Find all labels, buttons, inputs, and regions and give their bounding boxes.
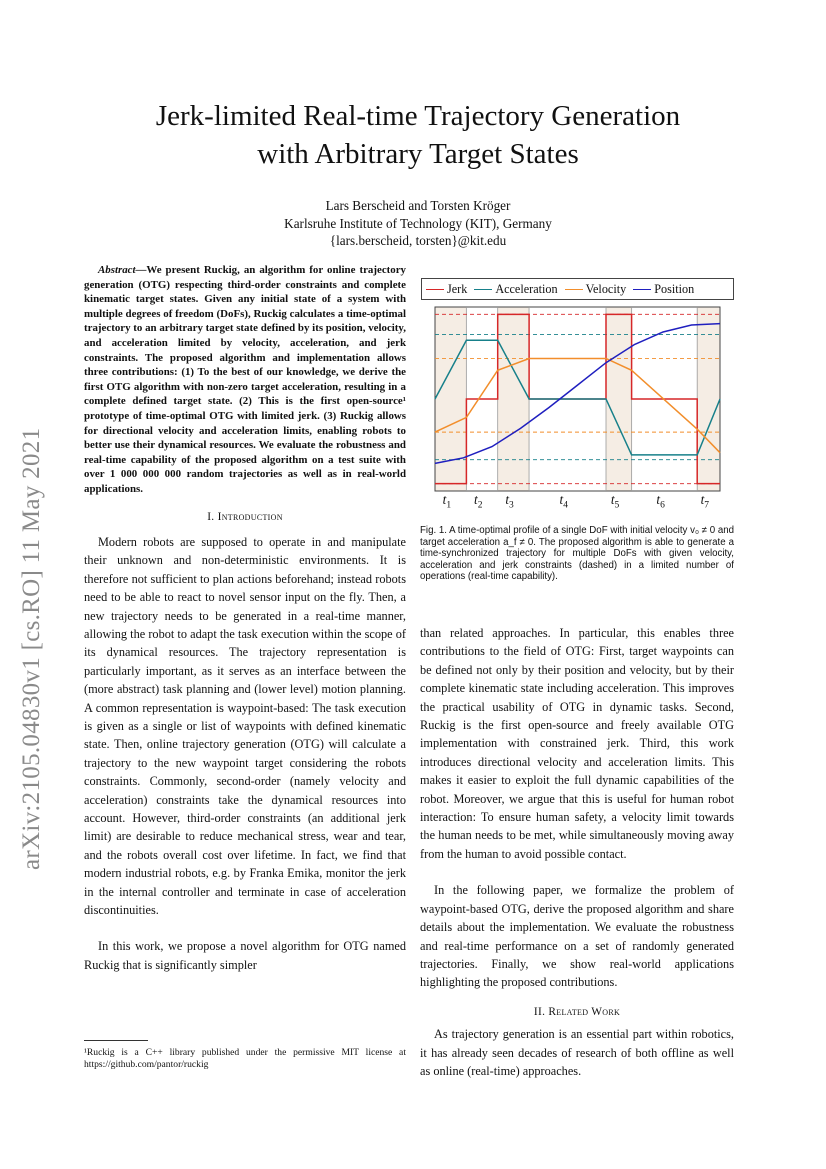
abstract-text: —We present Ruckig, an algorithm for online trajectory generation (OTG) respecting third-order constraints and complete kinematic target states. Given any initial state of a system with multiple degrees of freedom (DoFs), Ruckig calculates a time-optimal trajectory to an arbitrary target state defined by its position, velocity, and acceleration limited by velocity, acceleration, and jerk constraints. The proposed algorithm and implementation allows three contributions: (1) To the best of our knowledge, we derive the first OTG algorithm with non-zero target acceleration, resulting in a complete defined target state. (2) This is the first open-source¹ prototype of time-optimal OTG with limited jerk. (3) Ruckig allows for directional velocity and acceleration limits, enabling robots to better use their dynamical resources. We evaluate the robustness and real-time capability of the proposed algorithm on a test suite with over 1 000 000 000 random trajectories as well as in real-world applications. [84,264,406,495]
series-line-velocity [435,359,720,453]
legend-item-acceleration [474,282,557,297]
legend-label: Acceleration [495,281,558,296]
x-tick-label: $t_4$ [559,492,568,511]
footnote: ¹Ruckig is a C++ library published under the permissive MIT license at https://github.com/pantor/ruckig [84,1047,406,1071]
legend-swatch [426,289,444,290]
series-line-acceleration [435,340,720,455]
authors: Lars Berscheid and Torsten Kröger [325,198,511,213]
right-paragraph-1: than related approaches. In particular, this enables three contributions to the field of OTG: First, target waypoints can be defined not only by their position and velocity, but by their complete kinematic state including acceleration. This improves the practical usability of OTG in dynamic tasks. Second, Ruckig is the first open-source and freely available OTG implementation with constrained jerk. Third, this work introduces directional velocity and acceleration limits. This makes it easier to exploit the full dynamic capabilities of the robot. Moreover, we argue that this is useful for human robot interaction: To ensure human safety, a velocity limit towards the human needs to be met, while simultaneously moving away from the human to avoid possible contact. [420,626,734,861]
legend-item-velocity [565,282,627,297]
figure-caption: Fig. 1. A time-optimal profile of a single DoF with initial velocity v₀ ≠ 0 and target acceleration a_f ≠ 0. The proposed algorithm is able to generate a time-synchronized trajectory for multiple DoFs with given velocity, acceleration and jerk constraints (dashed) in a limited number of operations (real-time capability). [420,525,734,583]
arxiv-identifier [18,310,58,870]
x-tick-label: $t_3$ [505,492,514,511]
abstract-label: Abstract [98,264,136,276]
x-tick-label: $t_6$ [656,492,665,511]
x-tick-label: $t_7$ [700,492,710,511]
legend-swatch [633,289,651,290]
x-tick-label: $t_2$ [474,492,483,511]
footnote-rule [84,1040,148,1041]
arxiv-identifier-text: arXiv:2105.04830v1 [cs.RO] 11 May 2021 [18,427,45,870]
legend-item-jerk [426,282,467,297]
paper-title [60,97,776,173]
title-line-2: with Arbitrary Target States [257,138,579,170]
legend-label: Jerk [447,281,468,296]
figure-1 [420,277,736,513]
title-line-1: Jerk-limited Real-time Trajectory Generation [155,100,681,132]
legend-swatch [474,289,492,290]
right-paragraph-2: In the following paper, we formalize the problem of waypoint-based OTG, derive the proposed algorithm and share details about the implementation. We evaluate the robustness and real-time performance on a set of randomly generated trajectories. Finally, we show real-world applications highlighting the proposed contributions. [420,883,734,990]
x-tick-label: $t_5$ [610,492,620,511]
author-block [60,197,776,250]
section-heading-related-work: II. Related Work [533,1005,621,1018]
intro-paragraph-1: Modern robots are supposed to operate in and manipulate their unknown and non-deterministic environments. It is therefore not sufficient to plan actions beforehand; instead robots need to be able to react to novel sensor input on the fly. Then, a new trajectory needs to be generated in a real-time manner, allowing the robot to adapt the task execution within the scope of its dynamical resources. The trajectory representation is particularly important, as it serves as an interface between the (more abstract) task planning and (lower level) motion planning. A common representation is waypoint-based: The task execution is given as a single or list of waypoints with defined kinematic state. Then, online trajectory generation (OTG) will calculate a trajectory to the new waypoint target considering the robots constraints. Commonly, second-order (namely velocity and acceleration) constraints take the dynamical resources into account. However, third-order constraints (an additional jerk limit) are desirable to reduce mechanical stress, wear and tear, and the robots overall cost over lifetime. In fact, we find that modern industrial robots, e.g. by Franka Emika, monitor the jerk in the internal controller and terminate in case of acceleration discontinuities. [84,534,406,918]
section-heading-introduction: I. Introduction [207,510,283,523]
affiliation: Karlsruhe Institute of Technology (KIT), Germany [284,215,552,231]
right-column [420,624,734,1080]
legend-label: Velocity [585,281,627,296]
email: {lars.berscheid, torsten}@kit.edu [329,233,507,248]
legend-label: Position [654,281,695,296]
x-tick-label: $t_1$ [442,492,452,511]
trajectory-chart [420,277,736,513]
abstract [84,263,406,497]
series-line-position [435,324,720,464]
intro-paragraph-2: In this work, we propose a novel algorithm for OTG named Ruckig that is significantly simpler [84,939,406,972]
legend-swatch [565,289,583,290]
left-column [84,263,406,974]
chart-legend [421,278,734,300]
legend-item-position [633,282,694,297]
related-work-paragraph: As trajectory generation is an essential part within robotics, it has already seen decades of research of both offline as well as online (real-time) approaches. [420,1027,734,1078]
